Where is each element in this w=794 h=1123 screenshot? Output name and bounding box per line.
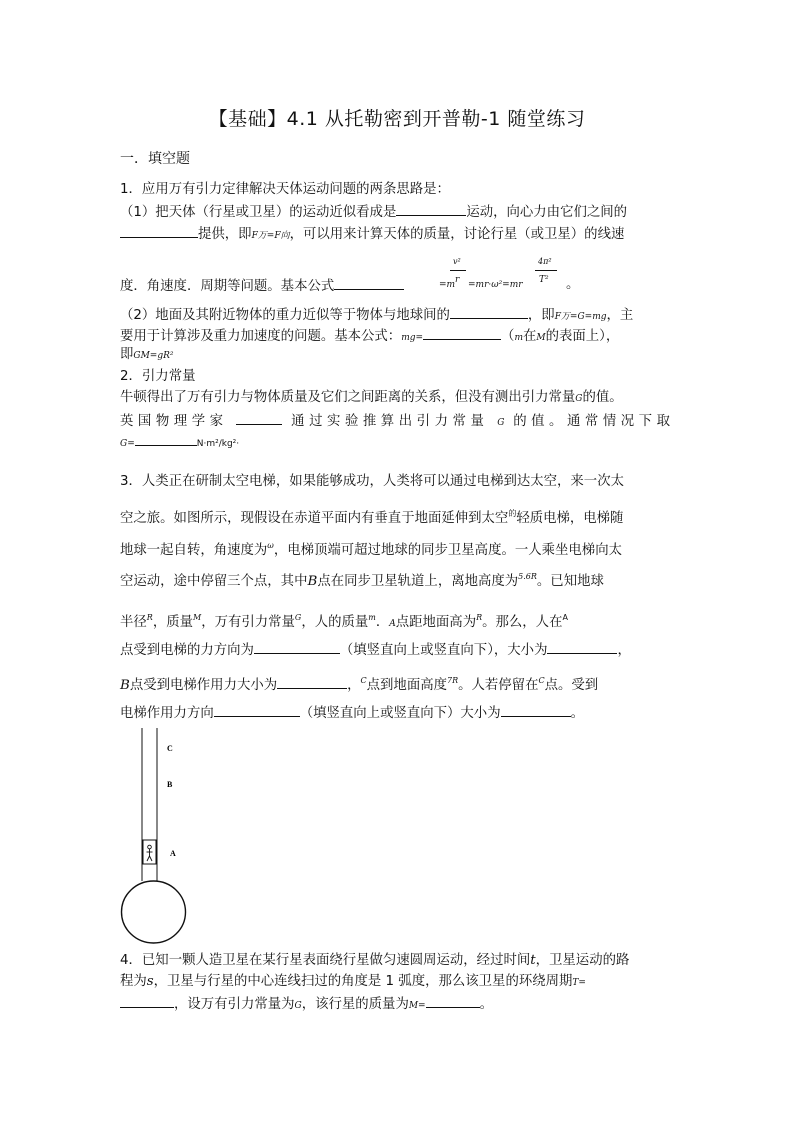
blank-2[interactable]: [120, 224, 198, 238]
q1-part1-line1: （1）把天体（行星或卫星）的运动近似看成是 运动，向心力由它们之间的: [120, 202, 680, 222]
section-heading: 一．填空题: [120, 151, 190, 167]
figure-label-c: C: [167, 744, 173, 753]
formula-4pi2: 4π²: [538, 257, 552, 266]
fraction-bar-1: [450, 270, 466, 271]
q2-line3: G= N·m²/kg²·: [120, 432, 680, 453]
q2-line2: 英国物理学家 通过实验推算出引力常量 G 的值。通常情况下取: [120, 411, 670, 432]
formula-T2: T²: [539, 275, 549, 285]
figure-label-b: B: [167, 780, 173, 789]
q3-line4: 空运动，途中停留三个点，其中B点在同步卫星轨道上，离地高度为$^{5.6R}$。已知地球: [120, 572, 604, 589]
space-elevator-figure: [115, 728, 195, 948]
q3-line5: 半径$^R$，质量$^M$，万有引力常量$^G$，人的质量$^m$．A点距地面高为$^R$。那么，人在$^A$: [120, 613, 568, 630]
q1-intro: 1．应用万有引力定律解决天体运动问题的两条思路是：: [120, 182, 450, 197]
figure-label-a: A: [170, 849, 176, 858]
q4-line1: 4．已知一颗人造卫星在某行星表面绕行星做匀速圆周运动，经过时间t，卫星运动的路: [120, 953, 630, 968]
blank-8[interactable]: [254, 640, 340, 654]
fraction-bar-2: [535, 270, 557, 271]
blank-6[interactable]: [236, 411, 282, 425]
q4-line2: 程为s，卫星与行星的中心连线扫过的角度是 1 弧度，那么该卫星的环绕周期T=: [120, 974, 586, 989]
q1-part1-line2: 提供，即F万=F向，可以用来计算天体的质量，讨论行星（或卫星）的线速: [120, 224, 680, 245]
q2-line1: 牛顿得出了万有引力与物体质量及它们之间距离的关系，但没有测出引力常量G的值。: [120, 390, 623, 405]
q1-part2-line2: 要用于计算涉及重力加速度的问题。基本公式：mg= （m在M的表面上），: [120, 326, 680, 347]
page-title: 【基础】4.1 从托勒密到开普勒-1 随堂练习: [208, 108, 586, 130]
person-icon: [147, 845, 153, 861]
q2-heading: 2．引力常量: [120, 369, 196, 384]
blank-10[interactable]: [277, 675, 347, 689]
q3-line3: 地球一起自转，角速度为$^\omega$，电梯顶端可超过地球的同步卫星高度。一人乘坐电梯向太: [120, 541, 622, 558]
q1-part2-line1: （2）地面及其附近物体的重力近似等于物体与地球间的 ，即F万=G=mg，主: [120, 305, 680, 326]
formula-end: 。: [566, 277, 580, 292]
blank-4[interactable]: [450, 305, 528, 319]
blank-3[interactable]: [334, 276, 404, 290]
formula-r: r: [455, 275, 460, 285]
blank-12[interactable]: [501, 703, 571, 717]
blank-9[interactable]: [547, 640, 617, 654]
q4-line3: ，设万有引力常量为G，该行星的质量为M= 。: [120, 994, 680, 1015]
q3-line8: 电梯作用力方向 （填竖直向上或竖直向下）大小为 。: [120, 703, 680, 723]
formula-mid: =mr·ω²=mr: [468, 280, 523, 290]
blank-1[interactable]: [396, 202, 466, 216]
blank-14[interactable]: [426, 994, 480, 1008]
q1-part1-line3: 度．角速度．周期等问题。基本公式: [120, 276, 680, 296]
q1-part2-line3: 即GM=gR²: [120, 347, 174, 362]
blank-13[interactable]: [120, 994, 174, 1008]
formula-v2: v²: [453, 257, 461, 266]
formula-eq-m: =m: [439, 280, 456, 290]
q3-line2: 空之旅。如图所示，现假设在赤道平面内有垂直于地面延伸到太空$^的$轻质电梯，电梯随: [120, 509, 624, 526]
q3-line6: 点受到电梯的力方向为 （填竖直向上或竖直向下），大小为 ，: [120, 640, 680, 660]
blank-11[interactable]: [214, 703, 300, 717]
earth-circle: [122, 881, 186, 943]
blank-5[interactable]: [423, 326, 501, 340]
blank-7[interactable]: [135, 432, 197, 446]
q3-line7: B点受到电梯作用力大小为 ，$^C$点到地面高度$^{7R}$。人若停留在$^C$点。受到: [120, 676, 599, 693]
q3-line1: 3．人类正在研制太空电梯，如果能够成功，人类将可以通过电梯到达太空，来一次太: [120, 474, 624, 489]
